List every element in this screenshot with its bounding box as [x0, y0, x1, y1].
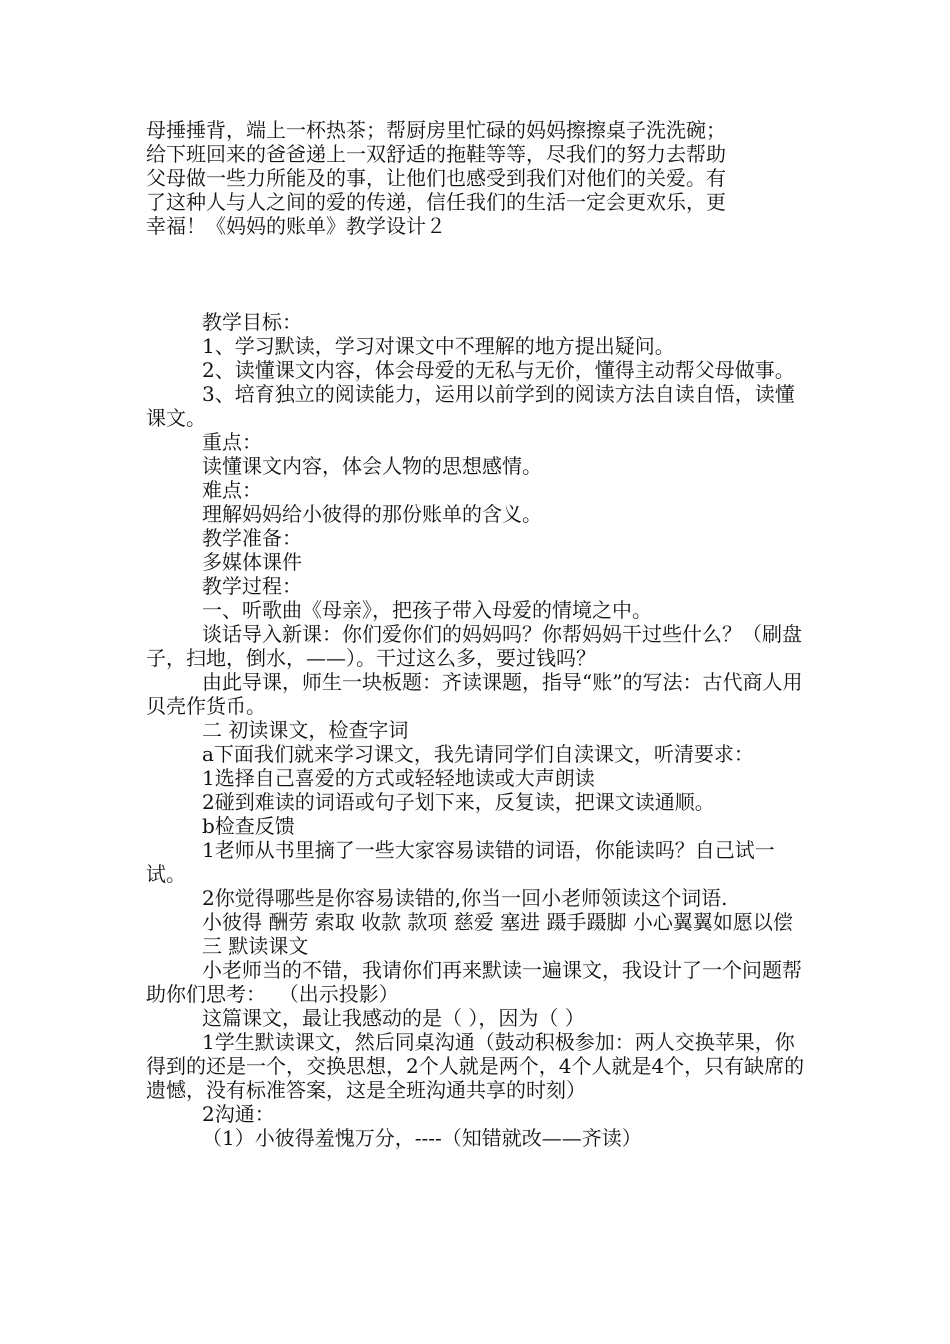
paragraph: a下面我们就来学习课文，我先请同学们自渎课文，听清要求：	[202, 742, 754, 766]
paragraph: （1）小彼得羞愧万分，----（知错就改——齐读）	[202, 1126, 642, 1150]
paragraph: 读懂课文内容，体会人物的思想感情。	[202, 454, 542, 478]
paragraph: b检查反馈	[202, 814, 295, 838]
paragraph: 由此导课，师生一块板题：齐读课题，指导“账”的写法：古代商人用贝壳作货币。	[146, 670, 803, 718]
paragraph: 3、培育独立的阅读能力，运用以前学到的阅读方法自读自悟，读懂课文。	[146, 382, 795, 430]
paragraph: 2你觉得哪些是你容易读错的,你当一回小老师领读这个词语.	[202, 886, 728, 910]
paragraph-gap	[146, 238, 810, 310]
paragraph: 多媒体课件	[202, 550, 302, 574]
document-page	[146, 118, 810, 1150]
section-heading-objectives: 教学目标：	[202, 310, 302, 334]
section-heading-step-2: 二 初读课文，检查字词	[202, 718, 409, 742]
paragraph: 1、学习默读，学习对课文中不理解的地方提出疑问。	[202, 334, 675, 358]
paragraph: 小老师当的不错，我请你们再来默读一遍课文，我设计了一个问题帮助你们思考： （出示投影）	[146, 958, 802, 1006]
paragraph: 一、听歌曲《母亲》，把孩子带入母爱的情境之中。	[202, 598, 652, 622]
section-heading-process: 教学过程：	[202, 574, 302, 598]
text-line: 了这种人与人之间的爱的传递，信任我们的生活一定会更欢乐，更	[146, 190, 726, 214]
paragraph: 2、读懂课文内容，体会母爱的无私与无价，懂得主动帮父母做事。	[202, 358, 795, 382]
paragraph: 2碰到难读的词语或句子划下来，反复读，把课文读通顺。	[202, 790, 715, 814]
text-line: 母捶捶背，端上一杯热茶；帮厨房里忙碌的妈妈擦擦桌子洗洗碗；	[146, 118, 726, 142]
paragraph: 理解妈妈给小彼得的那份账单的含义。	[202, 502, 542, 526]
paragraph: 2沟通：	[202, 1102, 275, 1126]
paragraph: 1老师从书里摘了一些大家容易读错的词语，你能读吗？自己试一试。	[146, 838, 775, 886]
section-heading-difficulty: 难点：	[202, 478, 262, 502]
paragraph: 1选择自己喜爱的方式或轻轻地读或大声朗读	[202, 766, 595, 790]
text-line: 父母做一些力所能及的事，让他们也感受到我们对他们的关爱。有	[146, 166, 726, 190]
paragraph: 这篇课文，最让我感动的是（ ），因为（ ）	[202, 1006, 585, 1030]
paragraph: 1学生默读课文，然后同桌沟通（鼓动积极参加：两人交换苹果，你得到的还是一个，交换思想，2个人就是两个，4个人就是4个，只有缺席的遗憾，没有标准答案，这是全班沟通共享的时刻）	[146, 1030, 805, 1102]
section-heading-key-points: 重点：	[202, 430, 262, 454]
section-heading-step-3: 三 默读课文	[202, 934, 309, 958]
text-line: 幸福！《妈妈的账单》教学设计２	[146, 214, 446, 238]
section-heading-preparation: 教学准备：	[202, 526, 302, 550]
text-line: 给下班回来的爸爸递上一双舒适的拖鞋等等，尽我们的努力去帮助	[146, 142, 726, 166]
vocabulary-list: 小彼得 酬劳 索取 收款 款项 慈爱 塞进 蹑手蹑脚 小心翼翼如愿以偿	[202, 910, 793, 934]
paragraph: 谈话导入新课：你们爱你们的妈妈吗？你帮妈妈干过些什么？（刷盘子，扫地，倒水，——）。干过这么多，要过钱吗？	[146, 622, 802, 670]
